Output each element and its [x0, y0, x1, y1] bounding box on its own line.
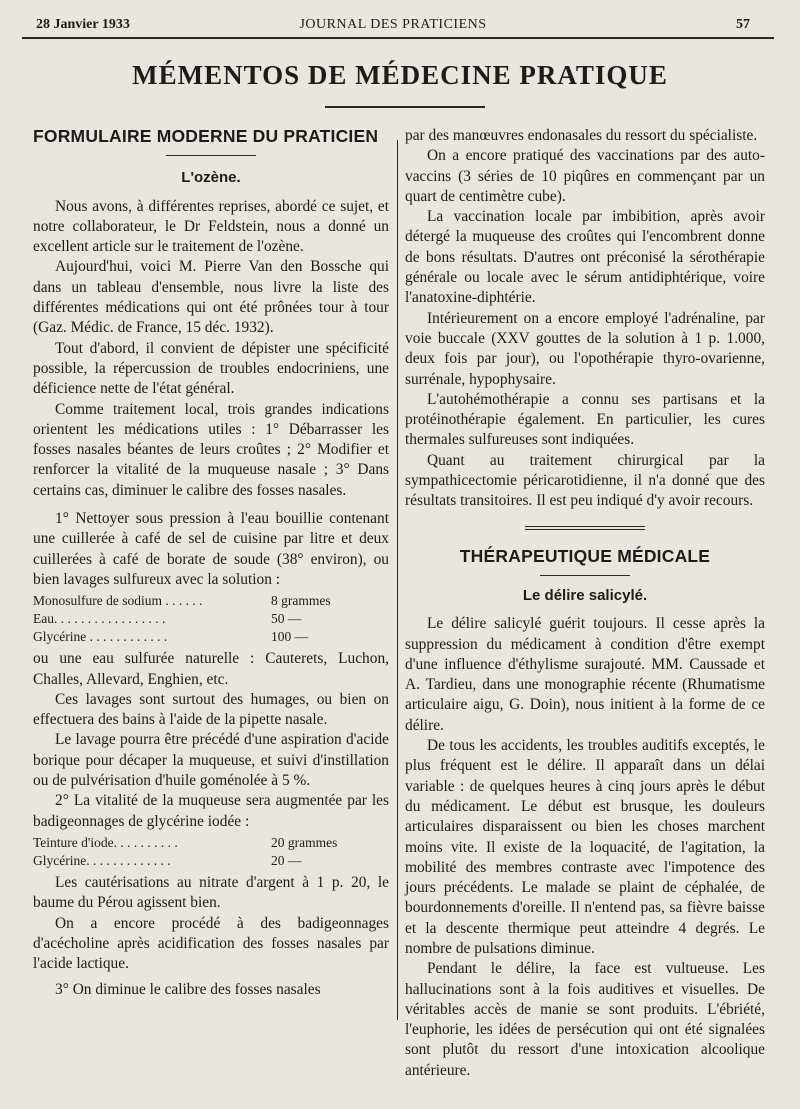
- paragraph: Aujourd'hui, voici M. Pierre Van den Bossche qui dans un tableau d'ensemble, nous livre la liste des différentes médications qui ont été prônées tour à tour (Gaz. Médic. de France, 15 déc. 1932).: [33, 258, 389, 337]
- header-rule: [22, 37, 774, 39]
- formula-glycerine-iodee: [33, 834, 389, 870]
- issue-date: 28 Janvier 1933: [36, 17, 130, 32]
- paragraph: par des manœuvres endonasales du ressort du spécialiste.: [405, 127, 758, 144]
- section-heading-formulaire: FORMULAIRE MODERNE DU PRATICIEN: [33, 126, 379, 146]
- paragraph: Ces lavages sont surtout des humages, ou bien on effectuera des bains à l'aide de la pipette nasale.: [33, 690, 389, 729]
- paragraph: 1° Nettoyer sous pression à l'eau bouillie contenant une cuillerée à café de sel de cuisine par litre et deux cuillerées à café de borate de soude (38° environ), ou bien lavages sulfureux avec la solution :: [33, 510, 389, 588]
- section-rule: [166, 155, 256, 156]
- paragraph: Le délire salicylé guérit toujours. Il cesse après la suppression du médicament à condition d'être exempt d'une influence d'éthylisme surajouté. MM. Caussade et A. Tardieu, dans une monographie récente (Rhumatisme articulaire aigu, G. Doin), nous initient à la forme de ce délire.: [405, 615, 765, 734]
- formula-line: Eau. . . . . . . . . . . . . . . . . 50 —: [33, 611, 302, 627]
- page-title: MÉMENTOS DE MÉDECINE PRATIQUE: [132, 60, 668, 90]
- right-column: [405, 126, 765, 1081]
- running-header: [36, 17, 750, 35]
- paragraph: 2° La vitalité de la muqueuse sera augmentée par les badigeonnages de glycérine iodée :: [33, 792, 389, 830]
- paragraph: ou une eau sulfurée naturelle : Cauterets, Luchon, Challes, Allevard, Enghien, etc.: [33, 650, 389, 688]
- formula-line: Glycérine. . . . . . . . . . . . . 20 —: [33, 852, 302, 868]
- paragraph: 3° On diminue le calibre des fosses nasales: [55, 981, 321, 999]
- left-column: [33, 126, 389, 1001]
- formula-line: Monosulfure de sodium . . . . . . 8 grammes: [33, 593, 331, 609]
- page-number: 57: [736, 17, 750, 32]
- section-separator: [525, 526, 645, 530]
- section-rule: [540, 575, 630, 576]
- title-rule: [325, 106, 485, 108]
- journal-name: JOURNAL DES PRATICIENS: [299, 17, 487, 32]
- formula-line: Glycérine . . . . . . . . . . . . 100 —: [33, 629, 309, 645]
- formula-sulfureux: [33, 592, 389, 646]
- paragraph: De tous les accidents, les troubles auditifs exceptés, le plus fréquent est le délire. Il apparaît dans un délai variable : de quelques heures à cinq jours après le début du médicament. Le début est brusque, les douleurs articulaires disparaissent ou bien les choses marchent moins vite. Il existe de la loquacité, de l'agitation, la mobilité des membres contraste avec l'impotence des jours précédents. Le malade se plaint de céphalée, de bourdonnements d'oreille. Il n'entend pas, sa fièvre baisse et la descente thermique peut atteindre 4 degrés. Le nombre de pulsations diminue.: [405, 737, 765, 957]
- paragraph: La vaccination locale par imbibition, après avoir détergé la muqueuse des croûtes qui l'encombrent donne de bons résultats. D'autres ont préconisé la sérothérapie générale ou locale avec le sérum antidiphtérique, voire l'anatoxine-diphtérie.: [405, 208, 765, 307]
- column-divider: [397, 140, 398, 1020]
- paragraph: Quant au traitement chirurgical par la sympathicectomie péricarotidienne, il n'a donné que des résultats transitoires. Il est peu indiqué d'y avoir recours.: [405, 451, 765, 510]
- article-title-ozene: L'ozène.: [181, 169, 241, 187]
- paragraph: Comme traitement local, trois grandes indications orientent les médications utiles : 1° Débarrasser les fosses nasales béantes de leurs croûtes ; 2° Modifier et renforcer la vitalité de la muqueuse nasale ; 3° Dans certains cas, diminuer le calibre des fosses nasales.: [33, 400, 389, 499]
- paragraph: Tout d'abord, il convient de dépister une spécificité possible, la répercussion de troubles endocriniens, une déficience nette de l'état général.: [33, 339, 389, 398]
- paragraph: On a encore pratiqué des vaccinations par des auto-vaccins (3 séries de 10 piqûres en commençant par un quart de centimètre cube).: [405, 147, 765, 205]
- paragraph: Intérieurement on a encore employé l'adrénaline, par voie buccale (XXV gouttes de la solution à 1 p. 1.000, deux fois par jour), ou l'opothérapie thyro-ovarienne, surrénale, hypophysaire.: [405, 309, 765, 388]
- paragraph: On a encore procédé à des badigeonnages d'acécholine après acidification des fosses nasales par l'acide lactique.: [33, 914, 389, 973]
- paragraph: Le lavage pourra être précédé d'une aspiration d'acide borique pour décaper la muqueuse, et suivi d'instillation ou de pulvérisation d'huile goménolée à 5 %.: [33, 731, 389, 790]
- paragraph: Les cautérisations au nitrate d'argent à 1 p. 20, le baume du Pérou agissent bien.: [33, 873, 389, 912]
- paragraph: L'autohémothérapie a connu ses partisans et la protéinothérapie également. En particulier, les cures thermales sulfureuses sont indiquées.: [405, 390, 765, 449]
- article-title-delire: Le délire salicylé.: [522, 586, 648, 604]
- section-heading-therapeutique: THÉRAPEUTIQUE MÉDICALE: [459, 545, 711, 566]
- paragraph: Pendant le délire, la face est vultueuse. Les hallucinations sont à la fois auditives et visuelles. De véritables accès de manie se sont produits. L'ébriété, l'euphorie, les idées de persécution qui ont été signalées sont plutôt du ressort d'une intoxication alcoolique antérieure.: [405, 960, 765, 1079]
- formula-line: Teinture d'iode. . . . . . . . . . 20 grammes: [33, 834, 338, 850]
- paragraph: Nous avons, à différentes reprises, abordé ce sujet, et notre collaborateur, le Dr Feldstein, nous a donné un excellent article sur le traitement de l'ozène.: [33, 197, 389, 256]
